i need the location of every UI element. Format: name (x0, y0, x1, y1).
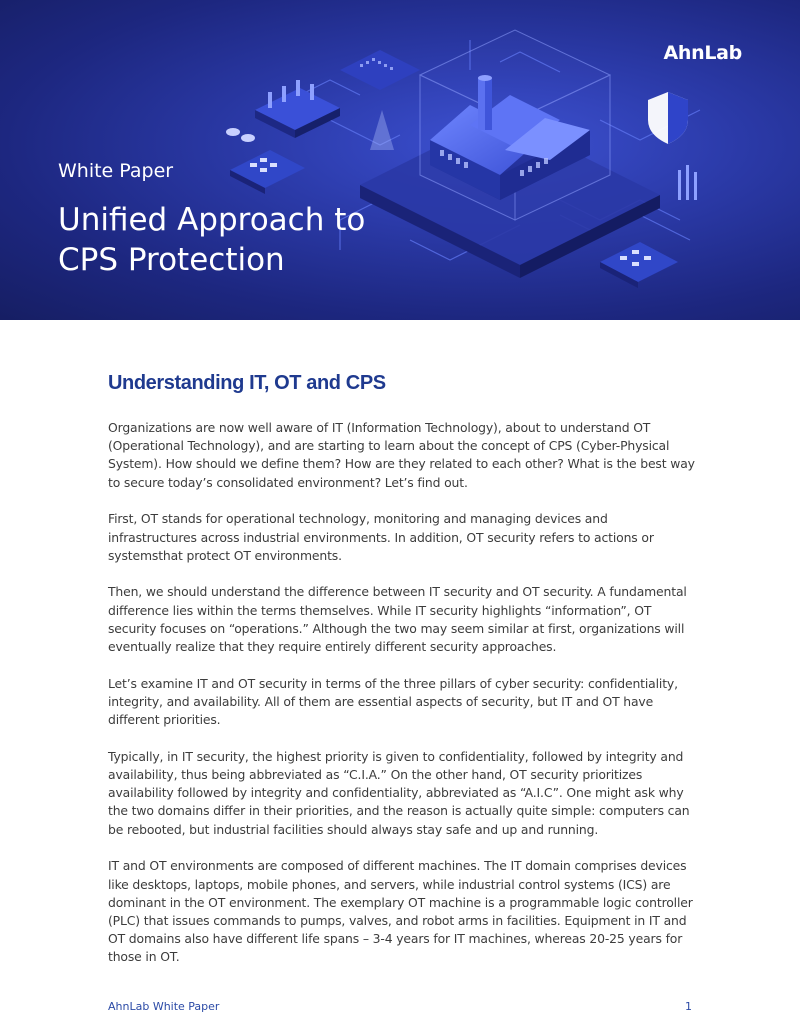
page-number: 1 (685, 1000, 692, 1013)
title-line-2: CPS Protection (58, 242, 285, 278)
ahnlab-logo: AhnLab (663, 42, 742, 64)
footer-publication: AhnLab White Paper (108, 1000, 220, 1013)
document-type: White Paper (58, 160, 174, 182)
article-body (108, 372, 698, 985)
cover-banner (0, 0, 800, 320)
page-title (58, 200, 365, 280)
title-line-1: Unified Approach to (58, 202, 366, 238)
paragraph: IT and OT environments are composed of different machines. The IT domain comprises devices like desktops, laptops, mobile phones, and servers, while industrial control systems (ICS) are dominant in the OT environment. The exemplary OT machine is a programmable logic controller (PLC) that issues commands to pumps, valves, and robot arms in facilities. Equipment in IT and OT domains also have different life spans – 3-4 years for IT machines, whereas 20-25 years for those in OT. (108, 858, 693, 965)
paragraph: First, OT stands for operational technology, monitoring and managing devices and infrastructures across industrial environments. In addition, OT security refers to actions or systemsthat protect OT environments. (108, 511, 654, 563)
paragraph: Typically, in IT security, the highest priority is given to confidentiality, followed by integrity and availability, thus being abbreviated as “C.I.A.” On the other hand, OT security prioritizes availability followed by integrity and confidentiality, abbreviated as “A.I.C”. One might ask why the two domains differ in their priorities, and the reason is actually quite simple: computers can be rebooted, but industrial facilities should always stay safe and up and running. (108, 748, 690, 837)
paragraph: Let’s examine IT and OT security in terms of the three pillars of cyber security: confidentiality, integrity, and availability. All of them are essential aspects of security, but IT and OT have different priorities. (108, 675, 678, 728)
section-heading: Understanding IT, OT and CPS (108, 372, 386, 394)
paragraph: Then, we should understand the difference between IT security and OT security. A fundamental difference lies within the terms themselves. While IT security highlights “information”, OT security focuses on “operations.” Although the two may seem similar at first, organizations will eventually realize that they require entirely different security approaches. (108, 584, 687, 655)
paragraph: Organizations are now well aware of IT (Information Technology), about to understand OT (Operational Technology), and are starting to learn about the concept of CPS (Cyber-Physical System). How should we define them? How are they related to each other? What is the best way to secure today’s consolidated environment? Let’s find out. (108, 420, 695, 490)
